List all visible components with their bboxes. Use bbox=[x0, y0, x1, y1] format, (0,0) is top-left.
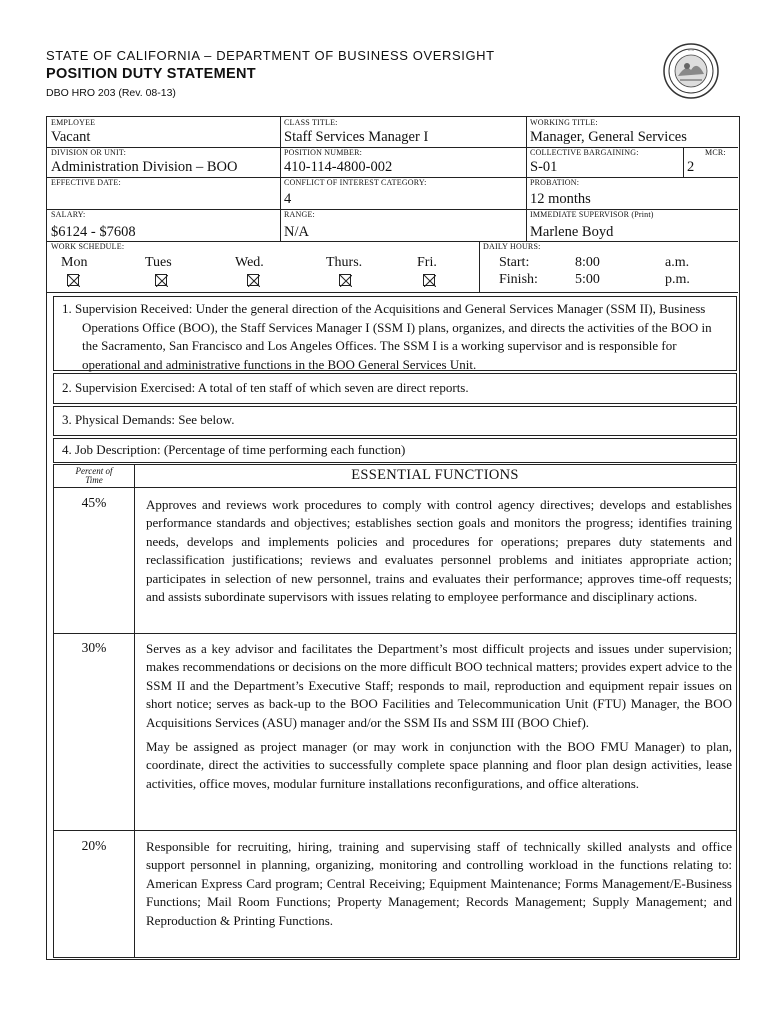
day-mon-label: Mon bbox=[61, 255, 88, 270]
essential-functions-header: ESSENTIAL FUNCTIONS bbox=[351, 467, 519, 483]
collective-bargaining-label: COLLECTIVE BARGAINING: bbox=[530, 148, 639, 157]
salary-cell bbox=[47, 209, 280, 241]
day-fri-label: Fri. bbox=[417, 255, 437, 270]
percent-header-line2: Time bbox=[85, 475, 103, 485]
finish-period: p.m. bbox=[665, 272, 690, 287]
employee-cell bbox=[47, 117, 280, 147]
function-2-paragraph-2: May be assigned as project manager (or may work in conjunction with the BOO FMU Manager) to plan, coordinate, direct the activities to successfully complete space planning and floor plan design activities, lease activities, office moves, modular furniture installations reconfigurations, and office alterations. bbox=[146, 739, 732, 791]
supervisor-value[interactable]: Marlene Boyd bbox=[530, 224, 614, 240]
class-title-label: CLASS TITLE: bbox=[284, 118, 338, 127]
salary-label: SALARY: bbox=[51, 210, 86, 219]
day-thurs-label: Thurs. bbox=[326, 255, 363, 270]
employee-label: EMPLOYEE bbox=[51, 118, 96, 127]
effective-date-cell bbox=[47, 177, 280, 209]
range-value[interactable]: N/A bbox=[284, 224, 309, 240]
document-title: POSITION DUTY STATEMENT bbox=[46, 66, 256, 82]
checkbox-tues[interactable] bbox=[155, 274, 167, 286]
finish-time[interactable]: 5:00 bbox=[575, 272, 600, 287]
section-supervision-exercised: 2. Supervision Exercised: A total of ten staff of which seven are direct reports. bbox=[53, 373, 737, 404]
function-1-description bbox=[146, 496, 732, 612]
function-1-percent: 45% bbox=[81, 495, 107, 510]
form-number: DBO HRO 203 (Rev. 08-13) bbox=[46, 87, 176, 99]
start-period: a.m. bbox=[665, 255, 690, 270]
percent-header-line1: Percent of bbox=[75, 466, 113, 476]
position-number-cell bbox=[280, 147, 526, 177]
mcr-cell bbox=[683, 147, 738, 177]
function-3-paragraph-1: Responsible for recruiting, hiring, training and supervising staff of technically skilled analysts and office support personnel in planning, organizing, monitoring and controlling workload in the functions relating to: American Express Card program; Central Receiving; Equipment Maintenance; Forms Management/E-Business Functions; Mail Room Functions; Property Management; Records Management; Supply Management; and Reproduction & Printing Functions. bbox=[146, 839, 732, 928]
day-wed-label: Wed. bbox=[235, 255, 264, 270]
checkbox-thurs[interactable] bbox=[339, 274, 351, 286]
section-job-description: 4. Job Description: (Percentage of time performing each function) bbox=[53, 438, 737, 463]
mcr-value[interactable]: 2 bbox=[687, 159, 695, 175]
working-title-label: WORKING TITLE: bbox=[530, 118, 598, 127]
probation-cell bbox=[526, 177, 738, 209]
collective-bargaining-value[interactable]: S-01 bbox=[530, 159, 558, 175]
position-number-label: POSITION NUMBER: bbox=[284, 148, 363, 157]
conflict-category-label: CONFLICT OF INTEREST CATEGORY: bbox=[284, 178, 427, 187]
division-label: DIVISION OR UNIT: bbox=[51, 148, 126, 157]
division-value[interactable]: Administration Division – BOO bbox=[51, 159, 238, 175]
work-schedule-label: WORK SCHEDULE: bbox=[51, 242, 125, 251]
state-seal-icon bbox=[662, 42, 720, 100]
probation-label: PROBATION: bbox=[530, 178, 580, 187]
probation-value[interactable]: 12 months bbox=[530, 191, 591, 207]
duty-statement-form bbox=[46, 116, 740, 960]
division-cell bbox=[47, 147, 280, 177]
working-title-cell bbox=[526, 117, 738, 147]
collective-bargaining-cell bbox=[526, 147, 683, 177]
start-time[interactable]: 8:00 bbox=[575, 255, 600, 270]
function-2-description bbox=[146, 640, 732, 799]
salary-value[interactable]: $6124 - $7608 bbox=[51, 224, 136, 240]
function-2-paragraph-1: Serves as a key advisor and facilitates the Department’s most difficult projects and issues under supervision; makes recommendations or decisions on the more difficult BOO technical matters; provides expert advice to the SSM II and the Department’s Executive Staff; responds to mail, reproduction and equipment repair issues on short notice; serves as back-up to the BOO Facilities and Telecommunication Unit (FTU) Manager, the BOO Acquisitions Services (ASU) manager and/or the SSM IIs and SSM III (BOO Chief). bbox=[146, 641, 732, 730]
range-cell bbox=[280, 209, 526, 241]
essential-functions-table bbox=[53, 464, 737, 958]
checkbox-mon[interactable] bbox=[67, 274, 79, 286]
daily-hours-label: DAILY HOURS: bbox=[483, 242, 541, 251]
supervisor-label: IMMEDIATE SUPERVISOR (Print) bbox=[530, 210, 654, 219]
class-title-value[interactable]: Staff Services Manager I bbox=[284, 129, 429, 145]
mcr-label: MCR: bbox=[705, 148, 726, 157]
class-title-cell bbox=[280, 117, 526, 147]
checkbox-wed[interactable] bbox=[247, 274, 259, 286]
svg-text:·····: ····· bbox=[687, 48, 695, 53]
start-label: Start: bbox=[499, 255, 530, 270]
checkbox-fri[interactable] bbox=[423, 274, 435, 286]
function-3-percent: 20% bbox=[81, 838, 107, 853]
day-tues-label: Tues bbox=[145, 255, 172, 270]
finish-label: Finish: bbox=[499, 272, 538, 287]
section-physical-demands: 3. Physical Demands: See below. bbox=[53, 406, 737, 436]
function-2-percent: 30% bbox=[81, 640, 107, 655]
working-title-value[interactable]: Manager, General Services bbox=[530, 129, 687, 145]
range-label: RANGE: bbox=[284, 210, 315, 219]
supervisor-cell bbox=[526, 209, 738, 241]
work-schedule-cell bbox=[47, 241, 479, 292]
conflict-category-value[interactable]: 4 bbox=[284, 191, 292, 207]
function-1-paragraph-1: Approves and reviews work procedures to comply with control agency directives; develops and establishes performance standards and objectives; establishes section goals and monitors the progress; identifies training needs, develops and implements policies and procedures for operations; prepares duty statements and reclassification justifications; reviews and evaluates personnel problems and initiates appropriate action; participates in selection of new personnel, trains and evaluates their performance; approves time-off requests; and assists subordinate supervisors with issues relating to employee performance and disciplinary actions. bbox=[146, 497, 732, 605]
function-3-description bbox=[146, 838, 732, 936]
employee-value[interactable]: Vacant bbox=[51, 129, 91, 145]
position-number-value[interactable]: 410-114-4800-002 bbox=[284, 159, 393, 175]
effective-date-label: EFFECTIVE DATE: bbox=[51, 178, 121, 187]
daily-hours-cell bbox=[479, 241, 738, 292]
section-supervision-received: 1. Supervision Received: Under the general direction of the Acquisitions and General Services Manager (SSM II), Business Operations Office (BOO), the Staff Services Manager I (SSM I) plans, organizes, and directs the activities of the BOO in the Sacramento, San Francisco and Los Angeles Offices. The SSM I is a working supervisor and is responsible for operational and administrative functions in the BOO General Services Unit. bbox=[53, 296, 737, 371]
conflict-category-cell bbox=[280, 177, 526, 209]
agency-name: STATE OF CALIFORNIA – DEPARTMENT OF BUSINESS OVERSIGHT bbox=[46, 48, 495, 63]
